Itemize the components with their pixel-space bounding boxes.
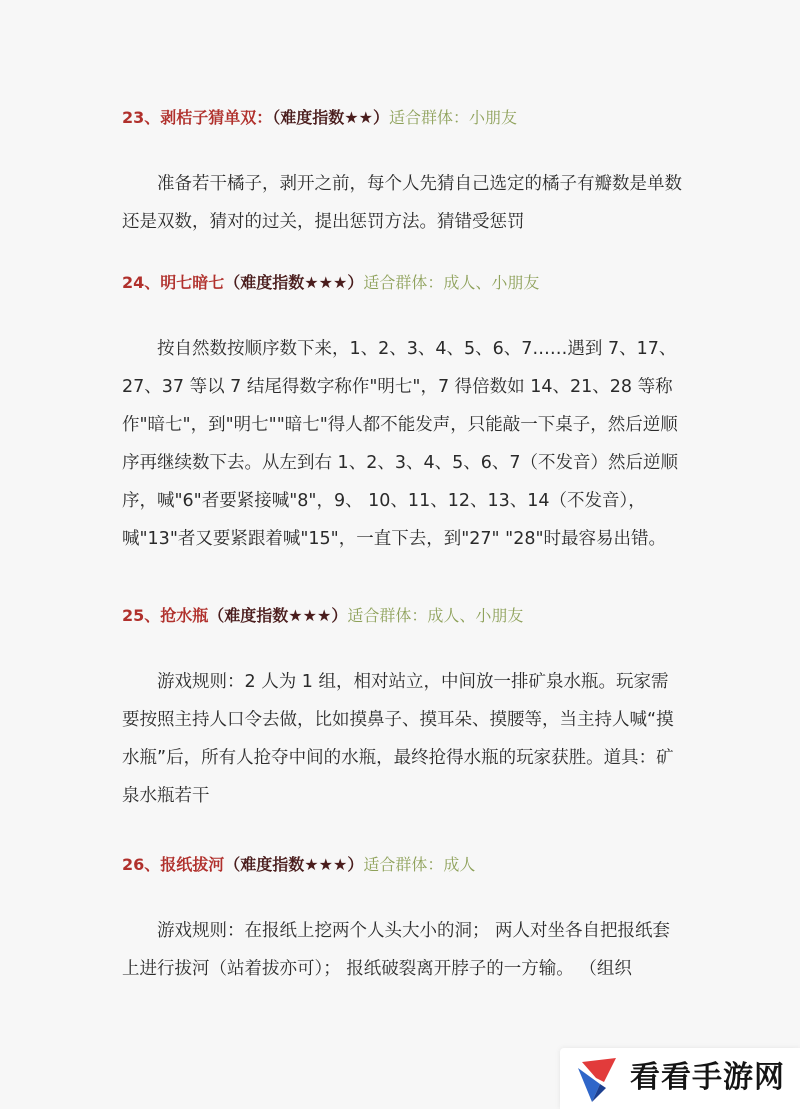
section-audience: 适合群体：成人、小朋友 [347, 606, 524, 625]
section-heading [122, 107, 682, 129]
section-audience: 适合群体：成人 [363, 855, 476, 874]
section-body: 准备若干橘子，剥开之前，每个人先猜自己选定的橘子有瓣数是单数还是双数，猜对的过关，提出惩罚方法。猜错受惩罚 [122, 174, 682, 232]
section-audience: 适合群体：小朋友 [388, 108, 517, 127]
section-difficulty: （难度指数★★★） [224, 855, 364, 874]
section-number-title: 25、抢水瓶 [122, 606, 209, 625]
section-difficulty: （难度指数★★★） [208, 606, 348, 625]
section-body: 游戏规则：2 人为 1 组，相对站立，中间放一排矿泉水瓶。玩家需要按照主持人口令去做，比如摸鼻子、摸耳朵、摸腰等，当主持人喊“摸水瓶”后，所有人抢夺中间的水瓶，最终抢得水瓶的玩家获胜。道具：矿泉水瓶若干 [122, 672, 674, 806]
site-watermark-logo [560, 1048, 800, 1109]
section-heading [122, 605, 682, 627]
section-number-title: 23、剥桔子猜单双： [122, 108, 273, 127]
section-audience: 适合群体：成人、小朋友 [363, 273, 540, 292]
section-heading [122, 272, 682, 294]
section-difficulty: （难度指数★★★） [224, 273, 364, 292]
section-body: 按自然数按顺序数下来，1、2、3、4、5、6、7……遇到 7、17、27、37 等以 7 结尾得数字称作"明七"，7 得倍数如 14、21、28 等称作"暗七"，到"明七""暗七"得人都不能发声，只能敲一下桌子，然后逆顺序再继续数下去。从左到右 1、2、3、4、5、6、7（不发音）然后逆顺序，喊"6"者要紧接喊"8"，9、 10、11、12、13、14（不发音），喊"13"者又要紧跟着喊"15"，一直下去，到"27" "28"时最容易出错。 [122, 339, 678, 549]
kankan-logo-icon [570, 1054, 622, 1106]
section-difficulty: （难度指数★★） [272, 108, 389, 127]
section-number-title: 24、明七暗七 [122, 273, 225, 292]
game-section-25 [122, 605, 682, 815]
section-heading [122, 854, 682, 876]
game-section-26 [122, 854, 682, 988]
game-section-23 [122, 107, 682, 241]
game-section-24 [122, 272, 682, 558]
site-name: 看看手游网 [630, 1060, 785, 1095]
section-number-title: 26、报纸拔河 [122, 855, 225, 874]
section-body: 游戏规则：在报纸上挖两个人头大小的洞； 两人对坐各自把报纸套上进行拔河（站着拔亦可）； 报纸破裂离开脖子的一方输。 （组织 [122, 921, 671, 979]
